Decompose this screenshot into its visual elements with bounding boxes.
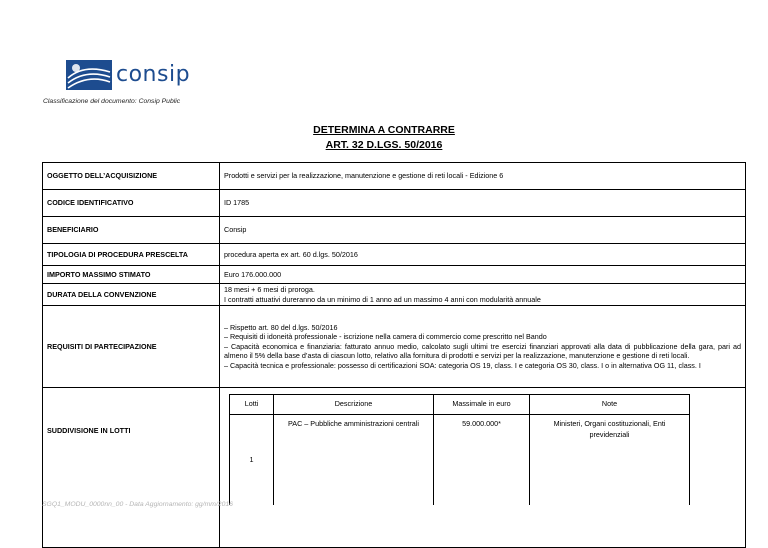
requisito-item: – Capacità economica e finanziaria: fatturato annuo medio, calcolato sugli ultimi tre esercizi finanziari approvati alla data di pubblicazione della gara, pari ad almeno il 5% della base d’asta di ciascun lotto, relativo alla fornitura di prodotti e servizi per la realizzazione, manutenzione e gestione di reti locali. [224, 341, 741, 361]
label-requisiti: REQUISITI DI PARTECIPAZIONE [43, 306, 220, 388]
row-lotti [43, 388, 746, 548]
value-importo: Euro 176.000.000 [220, 266, 746, 284]
row-beneficiario [43, 217, 746, 244]
value-beneficiario: Consip [220, 217, 746, 244]
label-lotti: SUDDIVISIONE IN LOTTI [43, 388, 220, 548]
requisito-item: – Capacità tecnica e professionale: possesso di certificazioni SOA: categoria OS 19, class. I e categoria OS 30, class. I o in alternativa OG 11, class. I [224, 360, 701, 370]
label-codice: CODICE IDENTIFICATIVO [43, 190, 220, 217]
label-durata: DURATA DELLA CONVENZIONE [43, 284, 220, 306]
header-note: Note [530, 395, 690, 415]
header-descrizione: Descrizione [274, 395, 434, 415]
value-durata [220, 284, 746, 306]
document-title: DETERMINA A CONTRARRE [313, 124, 455, 136]
requisito-item: – Rispetto art. 80 del d.lgs. 50/2016 [224, 322, 338, 332]
lotti-header-row [230, 395, 690, 415]
durata-line-1: 18 mesi + 6 mesi di proroga. [224, 285, 315, 295]
lotti-table [229, 394, 690, 505]
label-tipologia: TIPOLOGIA DI PROCEDURA PRESCELTA [43, 244, 220, 266]
logo-text: consip [116, 62, 191, 87]
value-codice: ID 1785 [220, 190, 746, 217]
label-oggetto: OGGETTO DELL’ACQUISIZIONE [43, 163, 220, 190]
value-requisiti [220, 306, 746, 388]
durata-line-2: I contratti attuativi dureranno da un minimo di 1 anno ad un massimo 4 anni con modularità annuale [224, 294, 541, 304]
value-tipologia: procedura aperta ex art. 60 d.lgs. 50/2016 [220, 244, 746, 266]
row-oggetto [43, 163, 746, 190]
cell-lotto: 1 [230, 415, 274, 505]
header-massimale: Massimale in euro [434, 395, 530, 415]
cell-descrizione: PAC – Pubbliche amministrazioni centrali [274, 415, 434, 505]
row-durata [43, 284, 746, 306]
row-importo [43, 266, 746, 284]
document-subtitle: ART. 32 D.LGS. 50/2016 [325, 139, 443, 151]
label-importo: IMPORTO MASSIMO STIMATO [43, 266, 220, 284]
requisito-item: – Requisiti di idoneità professionale - iscrizione nella camera di commercio come prescritto nel Bando [224, 332, 547, 342]
determina-table [42, 162, 746, 548]
table-row [230, 415, 690, 505]
row-requisiti [43, 306, 746, 388]
footer-code: SGQ1_MODU_0000nn_00 - Data Aggiornamento: gg/mm/2016 [42, 501, 233, 508]
cell-massimale: 59.000.000* [434, 415, 530, 505]
row-tipologia [43, 244, 746, 266]
cell-note: Ministeri, Organi costituzionali, Enti previdenziali [530, 415, 690, 505]
label-beneficiario: BENEFICIARIO [43, 217, 220, 244]
header-lotti: Lotti [230, 395, 274, 415]
document-classification: Classificazione del documento: Consip Public [43, 98, 181, 105]
row-codice [43, 190, 746, 217]
value-oggetto: Prodotti e servizi per la realizzazione, manutenzione e gestione di reti locali - Edizione 6 [220, 163, 746, 190]
